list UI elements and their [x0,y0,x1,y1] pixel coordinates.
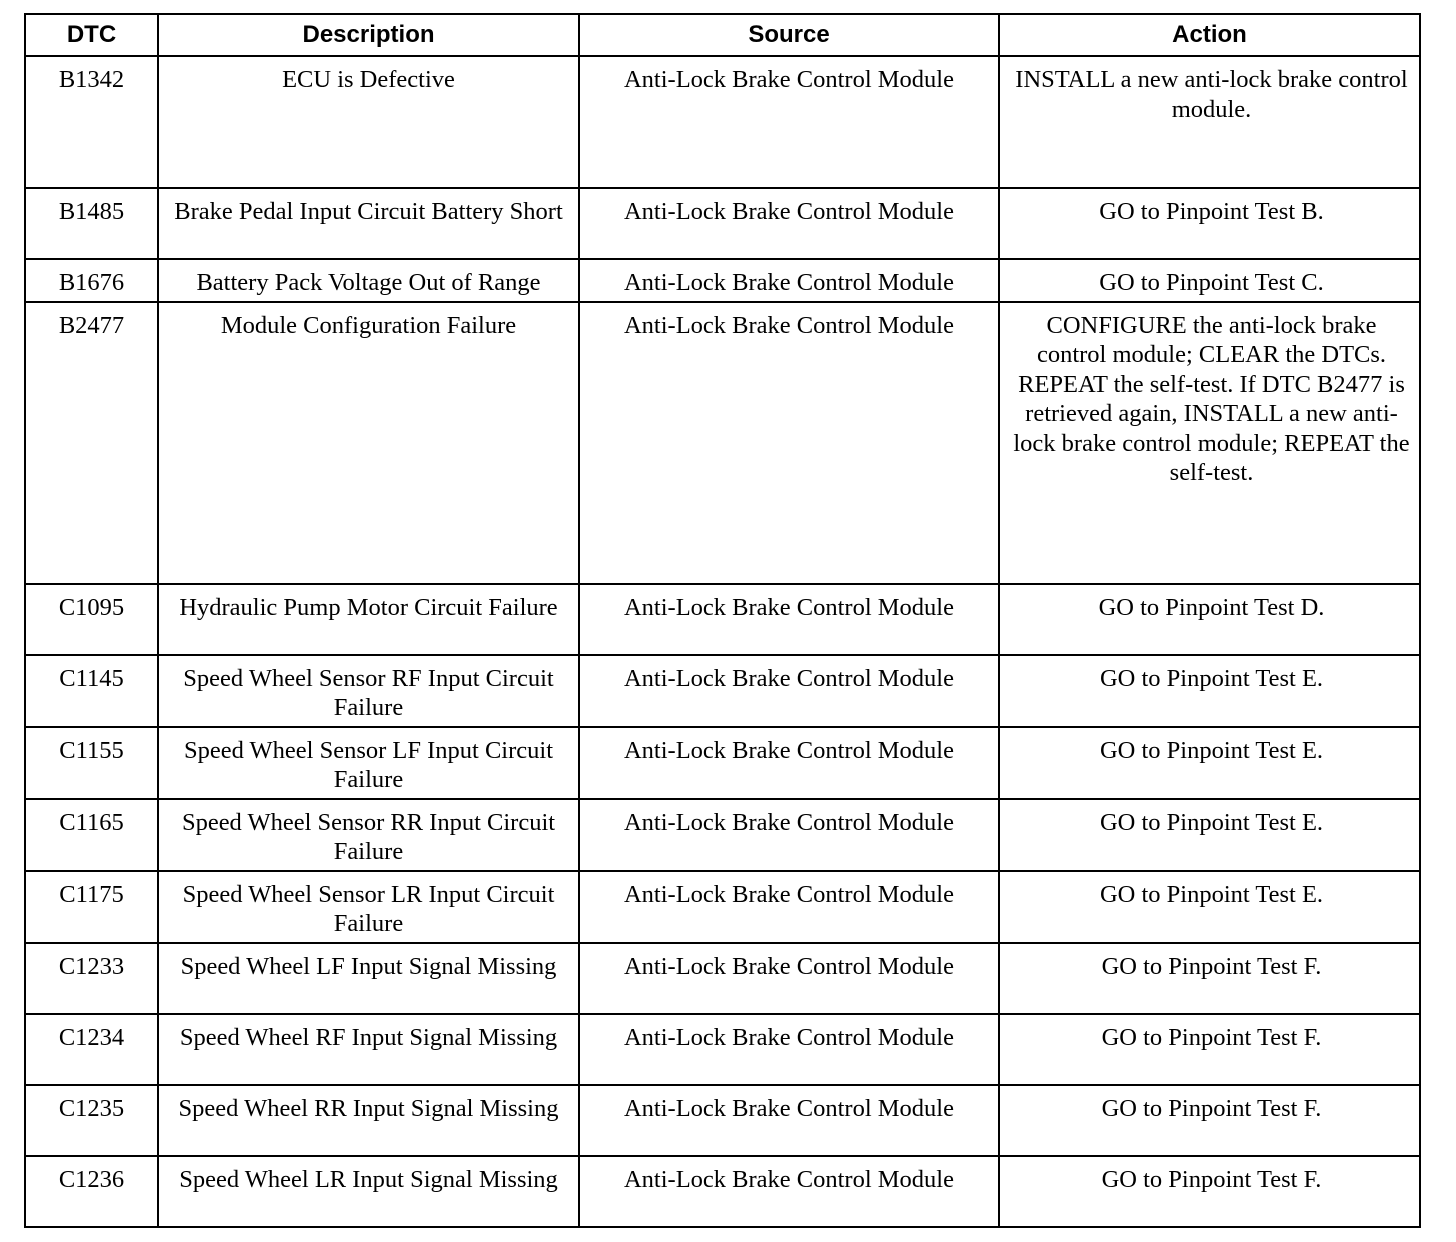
source-cell: Anti-Lock Brake Control Module [579,943,999,1014]
action-cell: GO to Pinpoint Test C. [999,259,1420,302]
description-cell: Speed Wheel RF Input Signal Missing [158,1014,579,1085]
action-cell: GO to Pinpoint Test F. [999,1156,1420,1227]
dtc-cell: B1676 [25,259,158,302]
action-cell: GO to Pinpoint Test E. [999,727,1420,799]
description-cell: Hydraulic Pump Motor Circuit Failure [158,584,579,655]
dtc-cell: C1095 [25,584,158,655]
description-cell: ECU is Defective [158,56,579,188]
action-cell: GO to Pinpoint Test D. [999,584,1420,655]
description-cell: Speed Wheel Sensor LF Input Circuit Failure [158,727,579,799]
source-cell: Anti-Lock Brake Control Module [579,1014,999,1085]
table-row [25,871,1420,943]
table-row [25,655,1420,727]
header-source: Source [579,14,999,56]
source-cell: Anti-Lock Brake Control Module [579,727,999,799]
description-cell: Speed Wheel Sensor LR Input Circuit Failure [158,871,579,943]
dtc-cell: B2477 [25,302,158,584]
dtc-table [24,13,1421,1228]
description-cell: Module Configuration Failure [158,302,579,584]
action-cell: CONFIGURE the anti-lock brake control module; CLEAR the DTCs. REPEAT the self-test. If DTC B2477 is retrieved again, INSTALL a new anti-lock brake control module; REPEAT the self-test. [999,302,1420,584]
source-cell: Anti-Lock Brake Control Module [579,259,999,302]
action-cell: GO to Pinpoint Test E. [999,655,1420,727]
table-row [25,188,1420,259]
header-action: Action [999,14,1420,56]
header-description: Description [158,14,579,56]
description-cell: Speed Wheel LF Input Signal Missing [158,943,579,1014]
source-cell: Anti-Lock Brake Control Module [579,56,999,188]
table-row [25,259,1420,302]
action-cell: GO to Pinpoint Test E. [999,799,1420,871]
header-dtc: DTC [25,14,158,56]
source-cell: Anti-Lock Brake Control Module [579,188,999,259]
source-cell: Anti-Lock Brake Control Module [579,302,999,584]
source-cell: Anti-Lock Brake Control Module [579,871,999,943]
table-row [25,584,1420,655]
dtc-cell: C1235 [25,1085,158,1156]
source-cell: Anti-Lock Brake Control Module [579,655,999,727]
table-row [25,1156,1420,1227]
dtc-cell: C1145 [25,655,158,727]
dtc-cell: C1236 [25,1156,158,1227]
table-row [25,799,1420,871]
description-cell: Speed Wheel RR Input Signal Missing [158,1085,579,1156]
action-cell: GO to Pinpoint Test F. [999,1014,1420,1085]
action-cell: GO to Pinpoint Test E. [999,871,1420,943]
dtc-cell: C1155 [25,727,158,799]
description-cell: Speed Wheel Sensor RF Input Circuit Failure [158,655,579,727]
description-cell: Speed Wheel LR Input Signal Missing [158,1156,579,1227]
table-row [25,727,1420,799]
dtc-cell: C1175 [25,871,158,943]
dtc-cell: C1234 [25,1014,158,1085]
source-cell: Anti-Lock Brake Control Module [579,1156,999,1227]
header-row [25,14,1420,56]
table-row [25,302,1420,584]
table-row [25,943,1420,1014]
dtc-cell: B1342 [25,56,158,188]
table-row [25,1085,1420,1156]
action-cell: GO to Pinpoint Test F. [999,1085,1420,1156]
source-cell: Anti-Lock Brake Control Module [579,799,999,871]
action-cell: GO to Pinpoint Test F. [999,943,1420,1014]
dtc-cell: C1165 [25,799,158,871]
table-row [25,56,1420,188]
action-cell: GO to Pinpoint Test B. [999,188,1420,259]
action-cell: INSTALL a new anti-lock brake control module. [999,56,1420,188]
source-cell: Anti-Lock Brake Control Module [579,584,999,655]
description-cell: Battery Pack Voltage Out of Range [158,259,579,302]
description-cell: Brake Pedal Input Circuit Battery Short [158,188,579,259]
table-row [25,1014,1420,1085]
dtc-cell: B1485 [25,188,158,259]
source-cell: Anti-Lock Brake Control Module [579,1085,999,1156]
dtc-cell: C1233 [25,943,158,1014]
description-cell: Speed Wheel Sensor RR Input Circuit Failure [158,799,579,871]
